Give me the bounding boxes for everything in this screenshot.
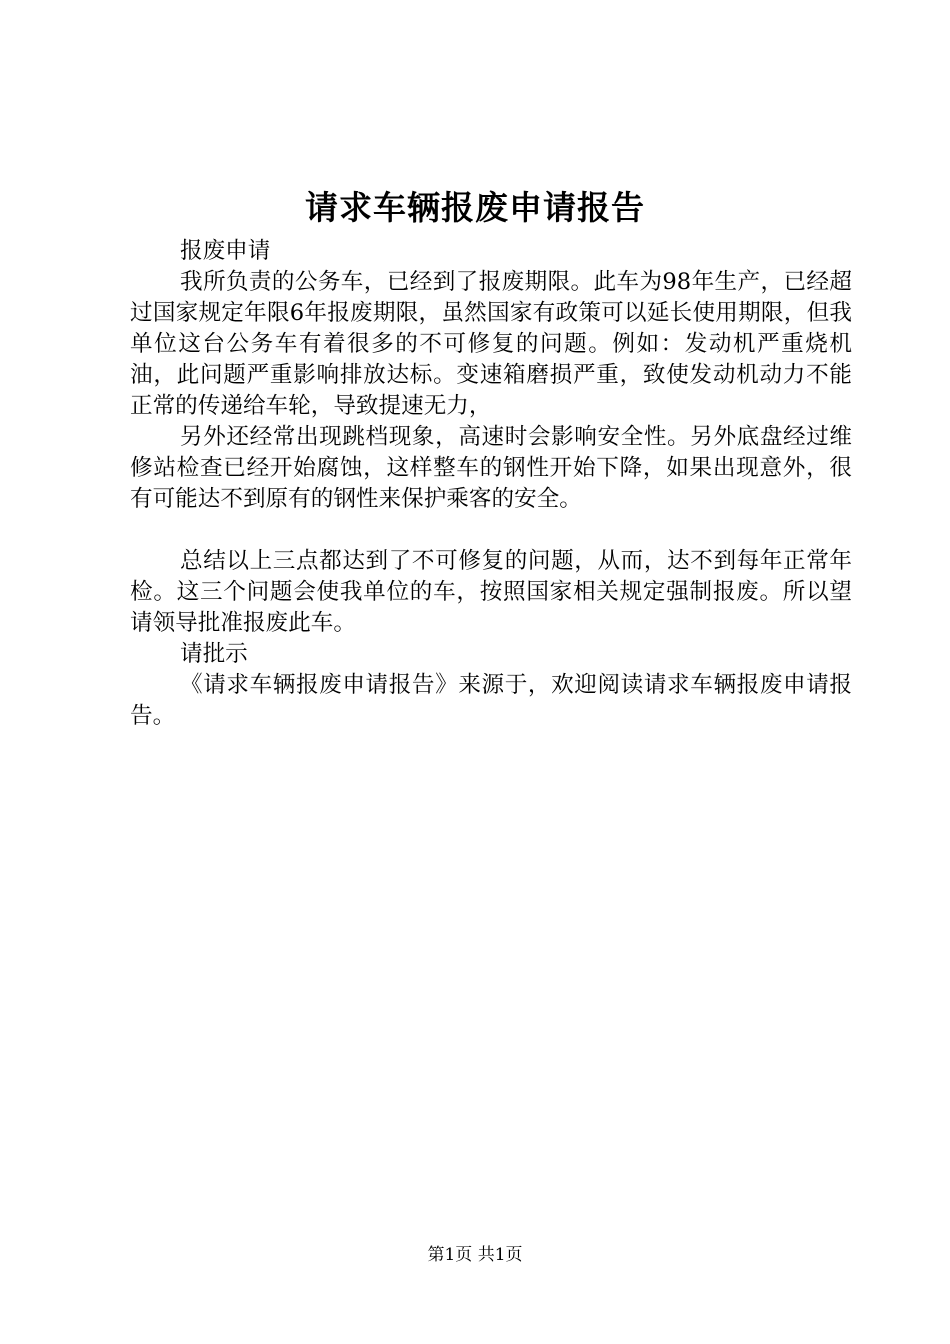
paragraph-heading: 报废申请 [180,238,271,264]
document-body [130,236,852,732]
paragraph-2: 另外还经常出现跳档现象，高速时会影响安全性。另外底盘经过维修站检查已经开始腐蚀，这样整车的钢性开始下降，如果出现意外，很有可能达不到原有的钢性来保护乘客的安全。 [130,424,852,512]
page-footer: 第1页 共1页 [427,1245,523,1265]
paragraph-source: 《请求车辆报废申请报告》来源于，欢迎阅读请求车辆报废申请报告。 [130,672,852,729]
document-title: 请求车辆报废申请报告 [305,188,645,227]
paragraph-3: 总结以上三点都达到了不可修复的问题，从而，达不到每年正常年检。这三个问题会使我单位的车，按照国家相关规定强制报废。所以望请领导批准报废此车。 [130,548,852,636]
paragraph-request: 请批示 [180,641,248,667]
paragraph-1: 我所负责的公务车，已经到了报废期限。此车为98年生产，已经超过国家规定年限6年报废期限，虽然国家有政策可以延长使用期限，但我单位这台公务车有着很多的不可修复的问题。例如：发动机严重烧机油，此问题严重影响排放达标。变速箱磨损严重，致使发动机动力不能正常的传递给车轮，导致提速无力， [130,269,852,419]
